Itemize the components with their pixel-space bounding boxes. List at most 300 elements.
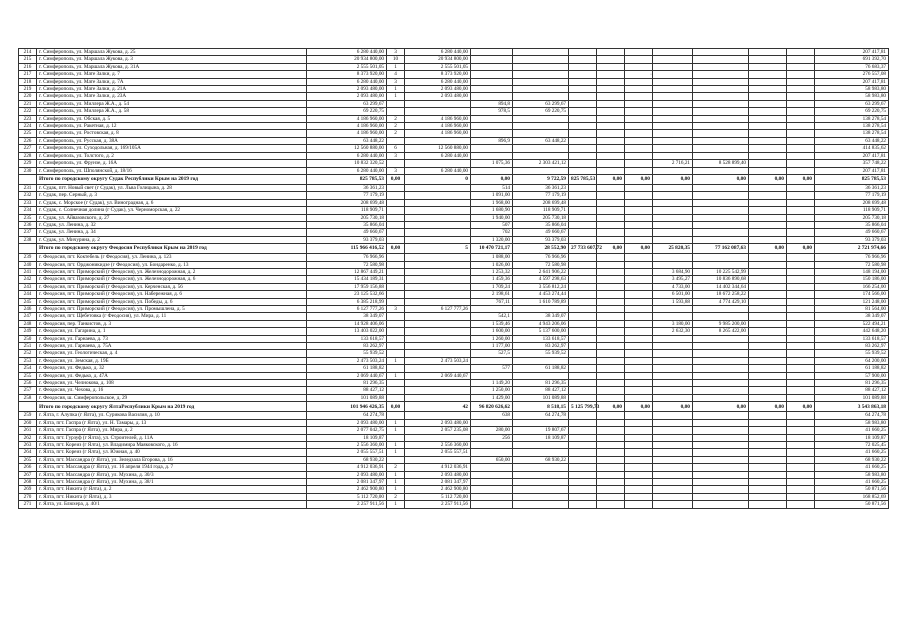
value-cell: 118 909,71: [815, 207, 889, 214]
table-row: [19, 93, 889, 100]
value-cell: [471, 63, 513, 70]
value-cell: [597, 268, 625, 275]
value-cell: 207 417,81: [815, 152, 889, 159]
value-cell: [653, 493, 693, 500]
value-cell: [693, 115, 749, 122]
value-cell: [787, 130, 815, 137]
value-cell: [405, 412, 471, 419]
value-cell: 138 278,54: [815, 115, 889, 122]
value-cell: [405, 236, 471, 243]
value-cell: [513, 93, 569, 100]
value-cell: [749, 152, 787, 159]
address-cell: г. Судак, ул. Мичурина, д. 2: [37, 236, 307, 243]
value-cell: [625, 343, 653, 350]
value-cell: [749, 137, 787, 144]
value-cell: [513, 152, 569, 159]
row-number-cell: 249: [19, 328, 37, 335]
value-cell: [787, 434, 815, 441]
value-cell: [787, 160, 815, 167]
value-cell: [569, 456, 597, 463]
row-number-cell: 224: [19, 123, 37, 130]
address-cell: г. Симферополь, ул. Толстого, д. 2: [37, 152, 307, 159]
value-cell: [693, 412, 749, 419]
row-number-cell: 250: [19, 335, 37, 342]
value-cell: [693, 184, 749, 191]
value-cell: [597, 306, 625, 313]
value-cell: [749, 145, 787, 152]
address-cell: г. Ялта, пгт. Массандра (г Ялта), ул. Мухина, д. 30/3: [37, 471, 307, 478]
value-cell: [569, 192, 597, 199]
value-cell: [569, 501, 597, 508]
value-cell: 2 473 503,24: [307, 357, 387, 364]
value-cell: [653, 221, 693, 228]
value-cell: [625, 350, 653, 357]
value-cell: 6 280 440,00: [405, 167, 471, 174]
value-cell: [569, 261, 597, 268]
value-cell: [569, 236, 597, 243]
row-number-cell: 227: [19, 145, 37, 152]
value-cell: [749, 471, 787, 478]
value-cell: [597, 434, 625, 441]
value-cell: 0,00: [693, 402, 749, 412]
value-cell: 8 518,15: [513, 402, 569, 412]
value-cell: [787, 441, 815, 448]
value-cell: [405, 221, 471, 228]
value-cell: 61 188,82: [815, 365, 889, 372]
value-cell: [625, 283, 653, 290]
value-cell: [471, 130, 513, 137]
table-row: [19, 276, 889, 283]
value-cell: 64 200,00: [815, 357, 889, 364]
value-cell: [569, 283, 597, 290]
value-cell: [597, 419, 625, 426]
value-cell: [787, 207, 815, 214]
value-cell: [749, 167, 787, 174]
row-number-cell: 264: [19, 449, 37, 456]
address-cell: г. Симферополь, ул. Маршала Жукова, д. 3: [37, 56, 307, 63]
value-cell: 55 939,52: [307, 350, 387, 357]
value-cell: 63 299,67: [307, 100, 387, 107]
value-cell: [405, 199, 471, 206]
scan-mark: ·: [650, 72, 652, 78]
value-cell: [653, 449, 693, 456]
table-row: [19, 123, 889, 130]
address-cell: г. Феодосия, пер. Танкистов, д. 3: [37, 320, 307, 327]
value-cell: [569, 412, 597, 419]
value-cell: [625, 471, 653, 478]
value-cell: [693, 49, 749, 56]
value-cell: [597, 335, 625, 342]
value-cell: 28 552,90: [513, 244, 569, 254]
value-cell: [597, 357, 625, 364]
value-cell: [749, 268, 787, 275]
value-cell: [625, 123, 653, 130]
row-number-cell: 254: [19, 365, 37, 372]
value-cell: 41 660,25: [815, 427, 889, 434]
value-cell: [625, 357, 653, 364]
table-row: [19, 335, 889, 342]
value-cell: [387, 328, 405, 335]
value-cell: [653, 199, 693, 206]
value-cell: [387, 412, 405, 419]
value-cell: 1 260,00: [471, 335, 513, 342]
value-cell: [787, 167, 815, 174]
value-cell: [625, 100, 653, 107]
value-cell: 208 699,48: [307, 199, 387, 206]
value-cell: [653, 137, 693, 144]
value-cell: [405, 335, 471, 342]
value-cell: [387, 380, 405, 387]
value-cell: [749, 236, 787, 243]
value-cell: [693, 486, 749, 493]
value-cell: 88 427,12: [513, 387, 569, 394]
value-cell: [749, 160, 787, 167]
value-cell: [625, 71, 653, 78]
value-cell: [569, 493, 597, 500]
row-number-cell: 258: [19, 394, 37, 401]
value-cell: [405, 298, 471, 305]
value-cell: [653, 394, 693, 401]
value-cell: 3 684,90: [653, 268, 693, 275]
table-row: [19, 100, 889, 107]
value-cell: [597, 441, 625, 448]
value-cell: 1 091,00: [471, 192, 513, 199]
table-row: [19, 56, 889, 63]
row-number-cell: 233: [19, 199, 37, 206]
address-cell: г. Феодосия, ш. Симферопольское, д. 29: [37, 394, 307, 401]
value-cell: 6: [387, 145, 405, 152]
value-cell: [693, 471, 749, 478]
value-cell: [569, 419, 597, 426]
value-cell: 1 320,00: [471, 236, 513, 243]
value-cell: [569, 207, 597, 214]
value-cell: [597, 160, 625, 167]
value-cell: 1 968,00: [471, 199, 513, 206]
table-row: [19, 261, 889, 268]
value-cell: [569, 394, 597, 401]
value-cell: 825 785,53: [815, 174, 889, 184]
row-number-cell: 236: [19, 221, 37, 228]
value-cell: 18 109,87: [513, 434, 569, 441]
table-row: [19, 449, 889, 456]
value-cell: 63 299,67: [513, 100, 569, 107]
value-cell: 442 648,20: [815, 328, 889, 335]
value-cell: [693, 137, 749, 144]
value-cell: 14 402 344,64: [693, 283, 749, 290]
value-cell: [653, 152, 693, 159]
value-cell: 2 257 911,56: [405, 501, 471, 508]
value-cell: [405, 184, 471, 191]
table-row: [19, 184, 889, 191]
value-cell: [749, 464, 787, 471]
value-cell: 8 265 422,00: [693, 328, 749, 335]
row-number-cell: 214: [19, 49, 37, 56]
value-cell: 6 280 440,00: [307, 49, 387, 56]
value-cell: [787, 501, 815, 508]
address-cell: г. Судак, ул. Ленина, д. 34: [37, 229, 307, 236]
value-cell: [513, 145, 569, 152]
value-cell: 5 137 600,00: [513, 328, 569, 335]
value-cell: 58 983,80: [815, 471, 889, 478]
row-number-cell: 221: [19, 100, 37, 107]
value-cell: [387, 100, 405, 107]
row-number-cell: 228: [19, 152, 37, 159]
value-cell: 825 785,53: [569, 174, 597, 184]
value-cell: 702: [471, 229, 513, 236]
value-cell: [625, 486, 653, 493]
value-cell: [513, 464, 569, 471]
value-cell: [569, 335, 597, 342]
value-cell: [471, 357, 513, 364]
row-number-cell: 222: [19, 108, 37, 115]
value-cell: 101 089,88: [307, 394, 387, 401]
value-cell: [653, 184, 693, 191]
value-cell: 121 248,00: [815, 298, 889, 305]
value-cell: [625, 49, 653, 56]
value-cell: [787, 328, 815, 335]
value-cell: [569, 380, 597, 387]
value-cell: 12 560 880,00: [405, 145, 471, 152]
table-row: [19, 478, 889, 485]
value-cell: [693, 335, 749, 342]
value-cell: [787, 199, 815, 206]
value-cell: 42: [405, 402, 471, 412]
value-cell: 61 188,82: [307, 365, 387, 372]
value-cell: 83 262,97: [307, 343, 387, 350]
address-cell: г. Феодосия, ул. Гарнаева, д. 73: [37, 335, 307, 342]
row-number-cell: 223: [19, 115, 37, 122]
value-cell: 133 618,57: [815, 335, 889, 342]
value-cell: 2 069 440,67: [405, 372, 471, 379]
value-cell: 68 930,22: [513, 456, 569, 463]
value-cell: [405, 207, 471, 214]
value-cell: [387, 108, 405, 115]
value-cell: [749, 441, 787, 448]
value-cell: [653, 167, 693, 174]
value-cell: [387, 394, 405, 401]
value-cell: [749, 387, 787, 394]
address-cell: г. Симферополь, ул. Ракетная, д. 12: [37, 123, 307, 130]
value-cell: [625, 192, 653, 199]
value-cell: 166 254,00: [815, 283, 889, 290]
value-cell: 57 900,00: [815, 372, 889, 379]
value-cell: [471, 123, 513, 130]
value-cell: 41 660,25: [815, 449, 889, 456]
value-cell: [597, 365, 625, 372]
value-cell: [597, 394, 625, 401]
value-cell: [653, 236, 693, 243]
value-cell: [653, 365, 693, 372]
table-row: [19, 236, 889, 243]
value-cell: [387, 192, 405, 199]
value-cell: [569, 478, 597, 485]
value-cell: [787, 357, 815, 364]
value-cell: 3 556 812,24: [513, 283, 569, 290]
row-number-cell: 261: [19, 427, 37, 434]
value-cell: [405, 434, 471, 441]
table-row: [19, 86, 889, 93]
value-cell: 0,00: [749, 174, 787, 184]
value-cell: 2 555 501,05: [405, 63, 471, 70]
value-cell: [693, 501, 749, 508]
value-cell: [653, 343, 693, 350]
value-cell: [653, 261, 693, 268]
value-cell: [625, 478, 653, 485]
value-cell: 58 983,80: [815, 86, 889, 93]
value-cell: [693, 93, 749, 100]
value-cell: 0,00: [387, 244, 405, 254]
value-cell: [597, 471, 625, 478]
value-cell: [749, 199, 787, 206]
value-cell: [653, 501, 693, 508]
value-cell: [625, 184, 653, 191]
value-cell: [569, 152, 597, 159]
value-cell: 825 785,53: [307, 174, 387, 184]
value-cell: [653, 478, 693, 485]
value-cell: 0,00: [787, 402, 815, 412]
value-cell: [787, 486, 815, 493]
value-cell: [693, 236, 749, 243]
value-cell: [569, 145, 597, 152]
value-cell: [387, 214, 405, 221]
address-cell: г. Феодосия, пгт. Орджоникидзе (г Феодосия), ул. Бондаренко, д. 13: [37, 261, 307, 268]
table-row: [19, 207, 889, 214]
value-cell: 77 162 087,63: [693, 244, 749, 254]
value-cell: [787, 268, 815, 275]
value-cell: [387, 254, 405, 261]
value-cell: [569, 167, 597, 174]
value-cell: 76 966,96: [815, 254, 889, 261]
value-cell: 72 025,45: [815, 441, 889, 448]
value-cell: [569, 298, 597, 305]
value-cell: [405, 283, 471, 290]
value-cell: [787, 214, 815, 221]
value-cell: 1 250,00: [471, 387, 513, 394]
value-cell: 1 940,00: [471, 214, 513, 221]
value-cell: [749, 229, 787, 236]
value-cell: 2 055 557,51: [307, 449, 387, 456]
value-cell: [387, 229, 405, 236]
value-cell: [625, 441, 653, 448]
row-number-cell: 252: [19, 350, 37, 357]
value-cell: [387, 335, 405, 342]
row-number-cell: 218: [19, 78, 37, 85]
value-cell: [597, 214, 625, 221]
value-cell: 14 928 406,06: [307, 320, 387, 327]
value-cell: 101 089,88: [513, 394, 569, 401]
value-cell: 72 580,98: [815, 261, 889, 268]
row-number-cell: 232: [19, 192, 37, 199]
value-cell: 2: [387, 464, 405, 471]
value-cell: [569, 387, 597, 394]
value-cell: 208 699,48: [513, 199, 569, 206]
value-cell: [653, 100, 693, 107]
row-number-cell: 243: [19, 283, 37, 290]
value-cell: [787, 261, 815, 268]
value-cell: [787, 306, 815, 313]
value-cell: [387, 298, 405, 305]
value-cell: 77 179,19: [513, 192, 569, 199]
address-cell: г. Судак, с. Морское (г Судак), ул. Виноградная, д. 6: [37, 199, 307, 206]
value-cell: [569, 343, 597, 350]
value-cell: [387, 456, 405, 463]
address-cell: г. Симферополь, ул. Фрунзе, д. 16А: [37, 160, 307, 167]
row-number-cell: 231: [19, 184, 37, 191]
value-cell: 72 580,98: [513, 261, 569, 268]
value-cell: 1: [387, 478, 405, 485]
value-cell: 1 610 789,89: [513, 298, 569, 305]
address-cell: г. Симферополь, ул. Мате Залки, д. 7: [37, 71, 307, 78]
value-cell: [749, 449, 787, 456]
value-cell: [787, 93, 815, 100]
value-cell: [693, 387, 749, 394]
value-cell: [693, 145, 749, 152]
value-cell: [749, 56, 787, 63]
value-cell: [405, 108, 471, 115]
value-cell: 207 417,81: [815, 78, 889, 85]
value-cell: [625, 229, 653, 236]
address-cell: г. Симферополь, ул. Миллера Ж.А., д. 58: [37, 108, 307, 115]
value-cell: 19 807,67: [513, 427, 569, 434]
value-cell: 5 125 799,73: [569, 402, 597, 412]
row-number-cell: 220: [19, 93, 37, 100]
table-row: [19, 283, 889, 290]
value-cell: 4 774 429,10: [693, 298, 749, 305]
value-cell: [471, 306, 513, 313]
value-cell: [569, 214, 597, 221]
value-cell: [597, 320, 625, 327]
value-cell: [787, 493, 815, 500]
value-cell: [653, 192, 693, 199]
value-cell: 0,00: [653, 174, 693, 184]
table-row: [19, 343, 889, 350]
value-cell: [513, 357, 569, 364]
value-cell: [693, 130, 749, 137]
value-cell: 10: [387, 56, 405, 63]
value-cell: 2 093 480,00: [405, 471, 471, 478]
value-cell: [787, 276, 815, 283]
row-number-cell: 235: [19, 214, 37, 221]
value-cell: 207 417,81: [815, 167, 889, 174]
table-row: [19, 419, 889, 426]
row-number-cell: [19, 402, 37, 412]
value-cell: 2 081 347,97: [307, 478, 387, 485]
value-cell: [471, 152, 513, 159]
value-cell: [749, 306, 787, 313]
value-cell: [749, 419, 787, 426]
value-cell: [787, 464, 815, 471]
row-number-cell: 269: [19, 486, 37, 493]
value-cell: 64 274,78: [513, 412, 569, 419]
value-cell: [749, 291, 787, 298]
value-cell: 18 109,87: [307, 434, 387, 441]
value-cell: 3 180,00: [653, 320, 693, 327]
value-cell: [625, 137, 653, 144]
value-cell: 4: [387, 71, 405, 78]
value-cell: 148 194,00: [815, 268, 889, 275]
value-cell: [693, 394, 749, 401]
value-cell: 77 179,19: [815, 192, 889, 199]
value-cell: 1 459,36: [471, 276, 513, 283]
value-cell: 2 081 347,97: [405, 478, 471, 485]
value-cell: [405, 229, 471, 236]
value-cell: 3: [387, 167, 405, 174]
address-cell: г. Феодосия, ул. Челнокова, д. 108: [37, 380, 307, 387]
value-cell: [653, 306, 693, 313]
value-cell: [693, 71, 749, 78]
value-cell: 4 186 960,00: [307, 123, 387, 130]
value-cell: [569, 137, 597, 144]
